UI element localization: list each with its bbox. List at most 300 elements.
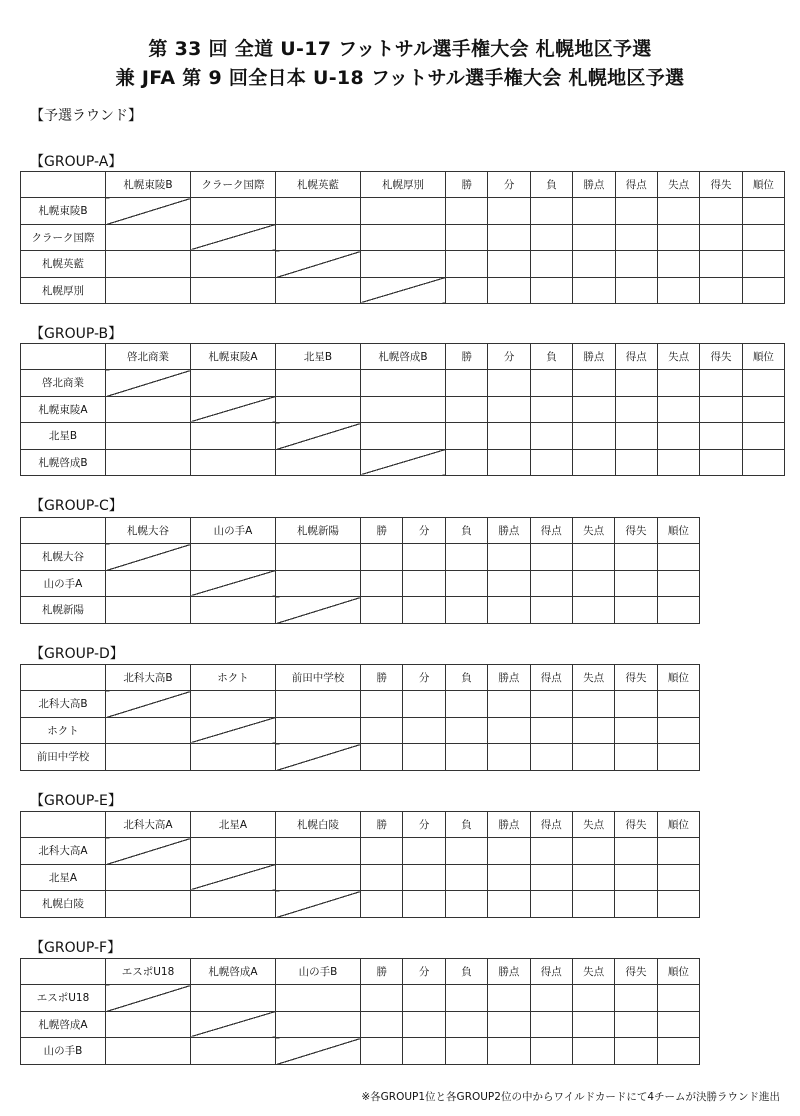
- result-cell: [106, 396, 191, 423]
- stat-column-header: 失点: [572, 812, 614, 838]
- team-column-header: ホクト: [191, 665, 276, 691]
- result-cell: [276, 691, 361, 718]
- stat-cell: [572, 864, 614, 891]
- stat-column-header: 得点: [530, 959, 572, 985]
- stat-cell: [657, 1011, 699, 1038]
- stat-cell: [530, 570, 572, 597]
- table-header-row: [21, 518, 700, 544]
- result-cell: [106, 744, 191, 771]
- result-cell: [276, 224, 361, 251]
- stat-cell: [530, 744, 572, 771]
- stat-cell: [657, 691, 699, 718]
- footer-note: ※各GROUP1位と各GROUP2位の中からワイルドカードにて4チームが決勝ラウンド進出: [361, 1091, 780, 1103]
- team-column-header: 前田中学校: [276, 665, 361, 691]
- stat-cell: [445, 597, 487, 624]
- group-label: 【GROUP-C】: [30, 498, 123, 514]
- stat-cell: [446, 423, 488, 450]
- stat-cell: [615, 597, 657, 624]
- stat-cell: [742, 396, 784, 423]
- stat-column-header: 順位: [657, 812, 699, 838]
- diagonal-cell: [191, 224, 276, 251]
- table-row: [21, 1038, 700, 1065]
- stat-cell: [530, 597, 572, 624]
- stat-column-header: 分: [403, 812, 445, 838]
- team-column-header: 札幌大谷: [106, 518, 191, 544]
- stat-cell: [615, 985, 657, 1012]
- team-column-header: 札幌啓成A: [191, 959, 276, 985]
- stat-column-header: 分: [488, 344, 530, 370]
- stat-cell: [445, 691, 487, 718]
- stat-cell: [615, 1038, 657, 1065]
- result-cell: [106, 864, 191, 891]
- stat-cell: [445, 570, 487, 597]
- diagonal-cell: [361, 449, 446, 476]
- stat-cell: [361, 691, 403, 718]
- team-column-header: 山の手A: [191, 518, 276, 544]
- stat-column-header: 得点: [530, 812, 572, 838]
- stat-cell: [657, 838, 699, 865]
- stat-cell: [361, 985, 403, 1012]
- corner-cell: [21, 344, 106, 370]
- team-row-header: 前田中学校: [21, 744, 106, 771]
- result-cell: [191, 423, 276, 450]
- stat-cell: [573, 396, 615, 423]
- stat-cell: [488, 370, 530, 397]
- result-cell: [191, 597, 276, 624]
- stat-cell: [742, 251, 784, 278]
- stat-cell: [530, 691, 572, 718]
- stat-cell: [615, 570, 657, 597]
- team-column-header: 山の手B: [276, 959, 361, 985]
- result-cell: [191, 744, 276, 771]
- result-cell: [191, 370, 276, 397]
- diagonal-cell: [191, 717, 276, 744]
- stat-cell: [530, 985, 572, 1012]
- result-cell: [361, 423, 446, 450]
- table-header-row: [21, 959, 700, 985]
- stat-column-header: 勝: [361, 812, 403, 838]
- team-row-header: クラーク国際: [21, 224, 106, 251]
- result-cell: [191, 838, 276, 865]
- stat-column-header: 勝点: [488, 665, 530, 691]
- stat-cell: [403, 891, 445, 918]
- stat-cell: [615, 891, 657, 918]
- stat-cell: [700, 277, 742, 304]
- stat-cell: [403, 744, 445, 771]
- stat-cell: [446, 449, 488, 476]
- stat-column-header: 分: [403, 959, 445, 985]
- stat-cell: [530, 449, 572, 476]
- result-cell: [191, 1038, 276, 1065]
- stat-cell: [700, 449, 742, 476]
- diagonal-cell: [191, 396, 276, 423]
- stat-cell: [657, 717, 699, 744]
- team-column-header: 札幌白陵: [276, 812, 361, 838]
- stat-column-header: 得失: [615, 518, 657, 544]
- stat-cell: [657, 396, 699, 423]
- result-cell: [361, 396, 446, 423]
- team-column-header: 札幌東陵B: [106, 172, 191, 198]
- stat-cell: [488, 985, 530, 1012]
- team-column-header: 北星A: [191, 812, 276, 838]
- stat-cell: [530, 423, 572, 450]
- table-row: [21, 544, 700, 571]
- result-cell: [361, 224, 446, 251]
- result-cell: [106, 277, 191, 304]
- diagonal-cell: [191, 570, 276, 597]
- result-cell: [276, 985, 361, 1012]
- stat-cell: [572, 744, 614, 771]
- stat-cell: [573, 277, 615, 304]
- stat-cell: [657, 423, 699, 450]
- stat-cell: [615, 396, 657, 423]
- stat-cell: [530, 396, 572, 423]
- stat-column-header: 得失: [700, 344, 742, 370]
- stat-cell: [615, 691, 657, 718]
- stat-cell: [403, 597, 445, 624]
- stat-column-header: 得点: [615, 172, 657, 198]
- group-table: [20, 811, 700, 918]
- team-row-header: 札幌厚別: [21, 277, 106, 304]
- table-row: [21, 838, 700, 865]
- stat-cell: [742, 370, 784, 397]
- stat-cell: [530, 544, 572, 571]
- result-cell: [276, 370, 361, 397]
- stat-cell: [530, 251, 572, 278]
- stat-cell: [615, 744, 657, 771]
- stat-cell: [700, 251, 742, 278]
- stat-column-header: 得点: [530, 518, 572, 544]
- stat-cell: [573, 423, 615, 450]
- stat-cell: [446, 370, 488, 397]
- stat-cell: [403, 1038, 445, 1065]
- stat-cell: [615, 224, 657, 251]
- corner-cell: [21, 665, 106, 691]
- stat-cell: [615, 838, 657, 865]
- stat-cell: [530, 1038, 572, 1065]
- team-column-header: 札幌厚別: [361, 172, 446, 198]
- stat-cell: [657, 1038, 699, 1065]
- stat-cell: [572, 544, 614, 571]
- table-row: [21, 744, 700, 771]
- stat-cell: [700, 224, 742, 251]
- stat-cell: [403, 985, 445, 1012]
- stat-column-header: 得点: [615, 344, 657, 370]
- stat-cell: [403, 717, 445, 744]
- result-cell: [361, 251, 446, 278]
- stat-cell: [573, 251, 615, 278]
- result-cell: [191, 891, 276, 918]
- team-column-header: 札幌新陽: [276, 518, 361, 544]
- stat-cell: [445, 838, 487, 865]
- team-row-header: 山の手A: [21, 570, 106, 597]
- diagonal-cell: [361, 277, 446, 304]
- stat-cell: [615, 544, 657, 571]
- diagonal-cell: [276, 1038, 361, 1065]
- stat-cell: [530, 198, 572, 225]
- stat-cell: [657, 251, 699, 278]
- table-header-row: [21, 172, 785, 198]
- result-cell: [276, 838, 361, 865]
- table-row: [21, 396, 785, 423]
- diagonal-cell: [276, 891, 361, 918]
- stat-cell: [700, 370, 742, 397]
- table-row: [21, 985, 700, 1012]
- team-row-header: 札幌大谷: [21, 544, 106, 571]
- stat-cell: [573, 449, 615, 476]
- table-row: [21, 277, 785, 304]
- stat-column-header: 得失: [615, 812, 657, 838]
- stat-column-header: 負: [445, 665, 487, 691]
- stat-cell: [572, 717, 614, 744]
- stat-cell: [488, 423, 530, 450]
- team-row-header: 北星A: [21, 864, 106, 891]
- stat-cell: [572, 570, 614, 597]
- stat-column-header: 勝: [361, 665, 403, 691]
- result-cell: [191, 985, 276, 1012]
- stat-column-header: 失点: [572, 665, 614, 691]
- stat-column-header: 分: [403, 665, 445, 691]
- stat-column-header: 勝点: [488, 959, 530, 985]
- team-row-header: 啓北商業: [21, 370, 106, 397]
- stat-cell: [530, 370, 572, 397]
- diagonal-cell: [106, 985, 191, 1012]
- stat-cell: [572, 1038, 614, 1065]
- stat-cell: [657, 370, 699, 397]
- result-cell: [276, 544, 361, 571]
- team-row-header: 札幌白陵: [21, 891, 106, 918]
- stat-cell: [657, 744, 699, 771]
- result-cell: [276, 396, 361, 423]
- diagonal-cell: [276, 251, 361, 278]
- group-label: 【GROUP-D】: [30, 646, 124, 662]
- stat-column-header: 分: [488, 172, 530, 198]
- stat-cell: [488, 224, 530, 251]
- team-column-header: 札幌啓成B: [361, 344, 446, 370]
- stat-column-header: 負: [445, 518, 487, 544]
- diagonal-cell: [106, 370, 191, 397]
- stat-cell: [488, 744, 530, 771]
- stat-cell: [403, 838, 445, 865]
- stat-column-header: 勝: [446, 344, 488, 370]
- stat-cell: [657, 985, 699, 1012]
- result-cell: [106, 717, 191, 744]
- stat-cell: [403, 1011, 445, 1038]
- stat-column-header: 得失: [615, 959, 657, 985]
- result-cell: [276, 277, 361, 304]
- result-cell: [276, 717, 361, 744]
- stat-cell: [445, 717, 487, 744]
- stat-cell: [742, 449, 784, 476]
- stat-cell: [572, 891, 614, 918]
- stat-column-header: 順位: [742, 344, 784, 370]
- team-row-header: 山の手B: [21, 1038, 106, 1065]
- group-table: [20, 664, 700, 771]
- stat-cell: [742, 224, 784, 251]
- result-cell: [106, 570, 191, 597]
- stat-cell: [445, 1011, 487, 1038]
- corner-cell: [21, 172, 106, 198]
- stat-column-header: 失点: [572, 518, 614, 544]
- stat-cell: [742, 277, 784, 304]
- table-row: [21, 449, 785, 476]
- stat-cell: [657, 198, 699, 225]
- table-row: [21, 198, 785, 225]
- stat-cell: [488, 597, 530, 624]
- table-row: [21, 370, 785, 397]
- stat-column-header: 勝点: [573, 344, 615, 370]
- diagonal-cell: [191, 1011, 276, 1038]
- result-cell: [276, 449, 361, 476]
- diagonal-cell: [106, 691, 191, 718]
- table-header-row: [21, 665, 700, 691]
- result-cell: [106, 891, 191, 918]
- stat-cell: [615, 198, 657, 225]
- stat-cell: [488, 449, 530, 476]
- stat-cell: [446, 251, 488, 278]
- stat-column-header: 勝点: [573, 172, 615, 198]
- stat-cell: [445, 544, 487, 571]
- corner-cell: [21, 518, 106, 544]
- result-cell: [276, 864, 361, 891]
- team-column-header: 啓北商業: [106, 344, 191, 370]
- stat-cell: [572, 985, 614, 1012]
- stat-cell: [361, 570, 403, 597]
- stat-column-header: 負: [445, 812, 487, 838]
- result-cell: [191, 198, 276, 225]
- result-cell: [191, 251, 276, 278]
- page-title-line-1: 第 33 回 全道 U-17 フットサル選手権大会 札幌地区予選: [148, 38, 652, 60]
- stat-cell: [488, 864, 530, 891]
- group-table: [20, 343, 785, 476]
- stat-cell: [488, 717, 530, 744]
- stat-cell: [361, 717, 403, 744]
- stat-cell: [488, 544, 530, 571]
- stat-column-header: 負: [530, 172, 572, 198]
- stat-cell: [530, 1011, 572, 1038]
- team-row-header: 札幌新陽: [21, 597, 106, 624]
- team-column-header: 札幌東陵A: [191, 344, 276, 370]
- stat-cell: [445, 864, 487, 891]
- diagonal-cell: [191, 864, 276, 891]
- stat-cell: [361, 891, 403, 918]
- stat-column-header: 順位: [657, 665, 699, 691]
- result-cell: [106, 1038, 191, 1065]
- stat-cell: [572, 1011, 614, 1038]
- stat-cell: [615, 717, 657, 744]
- stat-cell: [657, 597, 699, 624]
- stat-cell: [573, 224, 615, 251]
- stat-cell: [530, 277, 572, 304]
- result-cell: [276, 1011, 361, 1038]
- stat-column-header: 順位: [657, 959, 699, 985]
- result-cell: [191, 277, 276, 304]
- stat-column-header: 勝点: [488, 812, 530, 838]
- stat-cell: [488, 1038, 530, 1065]
- stat-cell: [530, 891, 572, 918]
- result-cell: [106, 449, 191, 476]
- stat-cell: [657, 224, 699, 251]
- stat-cell: [572, 597, 614, 624]
- stat-cell: [530, 224, 572, 251]
- stat-cell: [488, 691, 530, 718]
- team-column-header: 北星B: [276, 344, 361, 370]
- stat-column-header: 勝: [361, 959, 403, 985]
- stat-cell: [657, 570, 699, 597]
- result-cell: [361, 370, 446, 397]
- team-column-header: 札幌英藍: [276, 172, 361, 198]
- team-row-header: 北星B: [21, 423, 106, 450]
- stat-cell: [657, 277, 699, 304]
- corner-cell: [21, 812, 106, 838]
- diagonal-cell: [106, 544, 191, 571]
- stat-cell: [361, 864, 403, 891]
- result-cell: [106, 251, 191, 278]
- group-label: 【GROUP-A】: [30, 154, 123, 170]
- team-column-header: 北科大高A: [106, 812, 191, 838]
- stat-column-header: 順位: [657, 518, 699, 544]
- diagonal-cell: [276, 744, 361, 771]
- group-label: 【GROUP-B】: [30, 326, 123, 342]
- team-row-header: 北科大高B: [21, 691, 106, 718]
- stat-column-header: 得失: [615, 665, 657, 691]
- result-cell: [106, 597, 191, 624]
- stat-cell: [488, 891, 530, 918]
- stat-cell: [488, 1011, 530, 1038]
- table-header-row: [21, 812, 700, 838]
- stat-cell: [657, 544, 699, 571]
- stat-cell: [615, 370, 657, 397]
- corner-cell: [21, 959, 106, 985]
- stat-cell: [530, 838, 572, 865]
- round-label: 【予選ラウンド】: [30, 108, 142, 124]
- group-label: 【GROUP-E】: [30, 793, 122, 809]
- stat-cell: [403, 864, 445, 891]
- stat-cell: [700, 198, 742, 225]
- stat-cell: [615, 449, 657, 476]
- table-row: [21, 570, 700, 597]
- team-row-header: 札幌啓成A: [21, 1011, 106, 1038]
- stat-cell: [403, 570, 445, 597]
- team-row-header: ホクト: [21, 717, 106, 744]
- stat-cell: [572, 691, 614, 718]
- team-column-header: 北科大高B: [106, 665, 191, 691]
- stat-cell: [445, 985, 487, 1012]
- stat-cell: [446, 224, 488, 251]
- stat-cell: [742, 198, 784, 225]
- group-table: [20, 517, 700, 624]
- stat-cell: [488, 198, 530, 225]
- result-cell: [191, 544, 276, 571]
- diagonal-cell: [106, 198, 191, 225]
- stat-column-header: 失点: [572, 959, 614, 985]
- stat-cell: [530, 717, 572, 744]
- stat-cell: [445, 744, 487, 771]
- stat-cell: [361, 1038, 403, 1065]
- group-label: 【GROUP-F】: [30, 940, 122, 956]
- stat-column-header: 失点: [657, 344, 699, 370]
- result-cell: [361, 198, 446, 225]
- stat-cell: [361, 544, 403, 571]
- stat-cell: [615, 277, 657, 304]
- result-cell: [191, 449, 276, 476]
- team-row-header: 札幌英藍: [21, 251, 106, 278]
- stat-column-header: 勝点: [488, 518, 530, 544]
- stat-cell: [657, 891, 699, 918]
- table-row: [21, 597, 700, 624]
- table-row: [21, 251, 785, 278]
- table-row: [21, 691, 700, 718]
